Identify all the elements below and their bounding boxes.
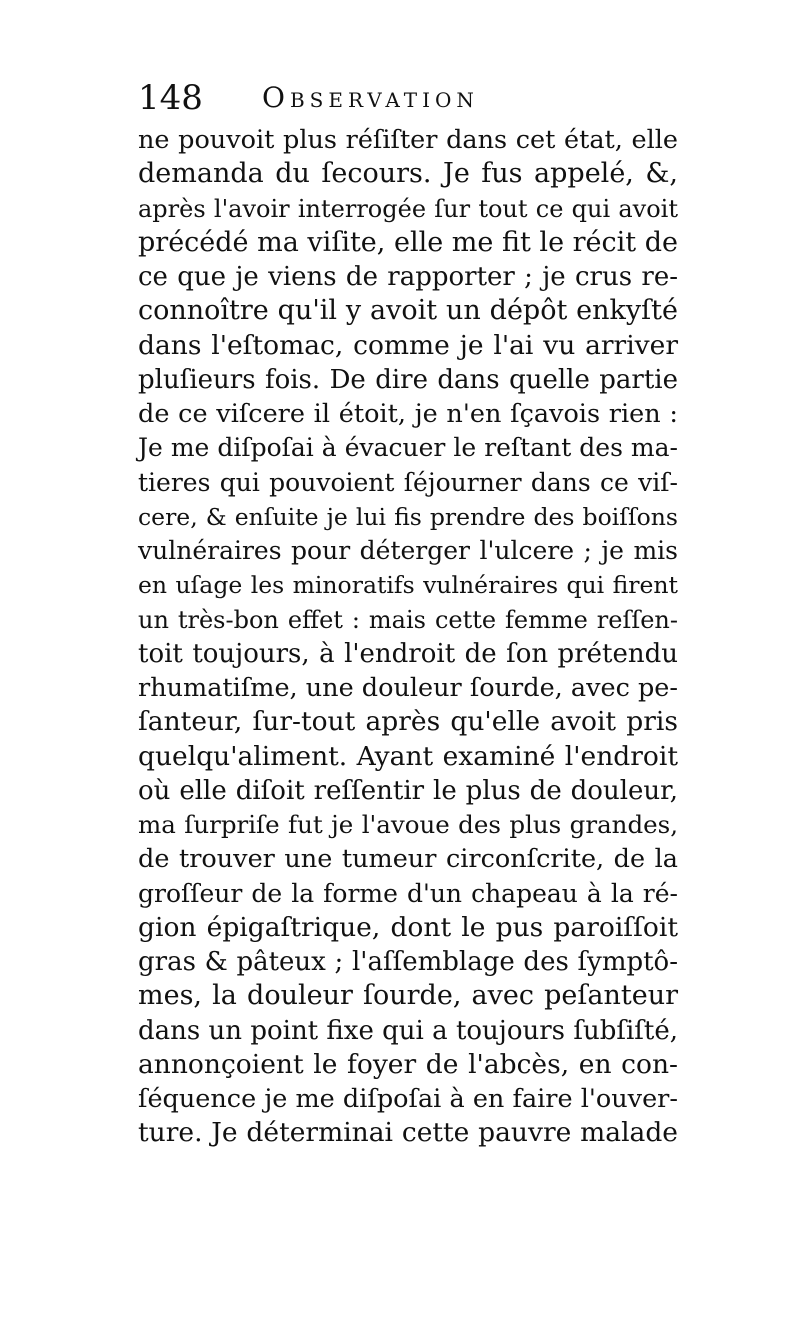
text-line: un très-bon effet : mais cette femme reſſen- <box>138 605 678 634</box>
text-line: ma ſurpriſe fut je l'avoue des plus grandes, <box>138 810 678 839</box>
text-line: demanda du ſecours. Je fus appelé, &, <box>138 158 678 190</box>
text-line: gras & pâteux ; l'aſſemblage des ſymptô- <box>138 947 678 977</box>
page-number: 148 <box>138 78 203 118</box>
text-line: gion épigaſtrique, dont le pus paroiſſoit <box>138 911 678 943</box>
text-line: où elle diſoit reſſentir le plus de douleur, <box>138 775 678 806</box>
text-line: ne pouvoit plus réſiſter dans cet état, elle <box>138 125 678 155</box>
text-line: de ce viſcere il étoit, je n'en ſçavois rien : <box>138 399 678 429</box>
text-line: quelqu'aliment. Ayant examiné l'endroit <box>138 740 678 772</box>
text-line: tieres qui pouvoient ſéjourner dans ce viſ- <box>138 467 678 497</box>
page-header <box>138 76 678 120</box>
running-title: Observation <box>262 81 479 114</box>
body-text <box>138 123 678 1151</box>
text-line: ce que je viens de rapporter ; je crus re- <box>138 262 678 292</box>
text-line: après l'avoir interrogée ſur tout ce qui avoit <box>138 194 678 223</box>
text-line: vulnéraires pour déterger l'ulcere ; je mis <box>138 536 678 565</box>
text-line: ſanteur, ſur-tout après qu'elle avoit pris <box>138 706 678 738</box>
text-line: groſſeur de la forme d'un chapeau à la ré- <box>138 878 678 908</box>
text-line: de trouver une tumeur circonſcrite, de la <box>138 844 678 875</box>
text-line: dans l'eſtomac, comme je l'ai vu arriver <box>138 329 678 361</box>
text-line: dans un point fixe qui a toujours ſubſiſté, <box>138 1015 678 1046</box>
text-line: mes, la douleur ſourde, avec peſanteur <box>138 980 678 1012</box>
text-line: ture. Je déterminai cette pauvre malade <box>138 1117 678 1149</box>
text-line: en uſage les minoratifs vulnéraires qui firent <box>138 571 678 600</box>
text-line: Je me diſpoſai à évacuer le reſtant des ma- <box>138 433 678 463</box>
text-line: toit toujours, à l'endroit de ſon prétendu <box>138 638 678 669</box>
text-line: rhumatiſme, une douleur ſourde, avec pe- <box>138 673 678 703</box>
text-line: pluſieurs fois. De dire dans quelle partie <box>138 364 678 395</box>
text-line: annonçoient le foyer de l'abcès, en con- <box>138 1048 678 1080</box>
text-line: cere, & enſuite je lui fis prendre des boiſſons <box>138 502 678 531</box>
text-line: ſéquence je me diſpoſai à en faire l'ouver- <box>138 1084 678 1114</box>
text-line: connoître qu'il y avoit un dépôt enkyſté <box>138 295 678 327</box>
text-line: précédé ma viſite, elle me fit le récit de <box>138 226 678 258</box>
